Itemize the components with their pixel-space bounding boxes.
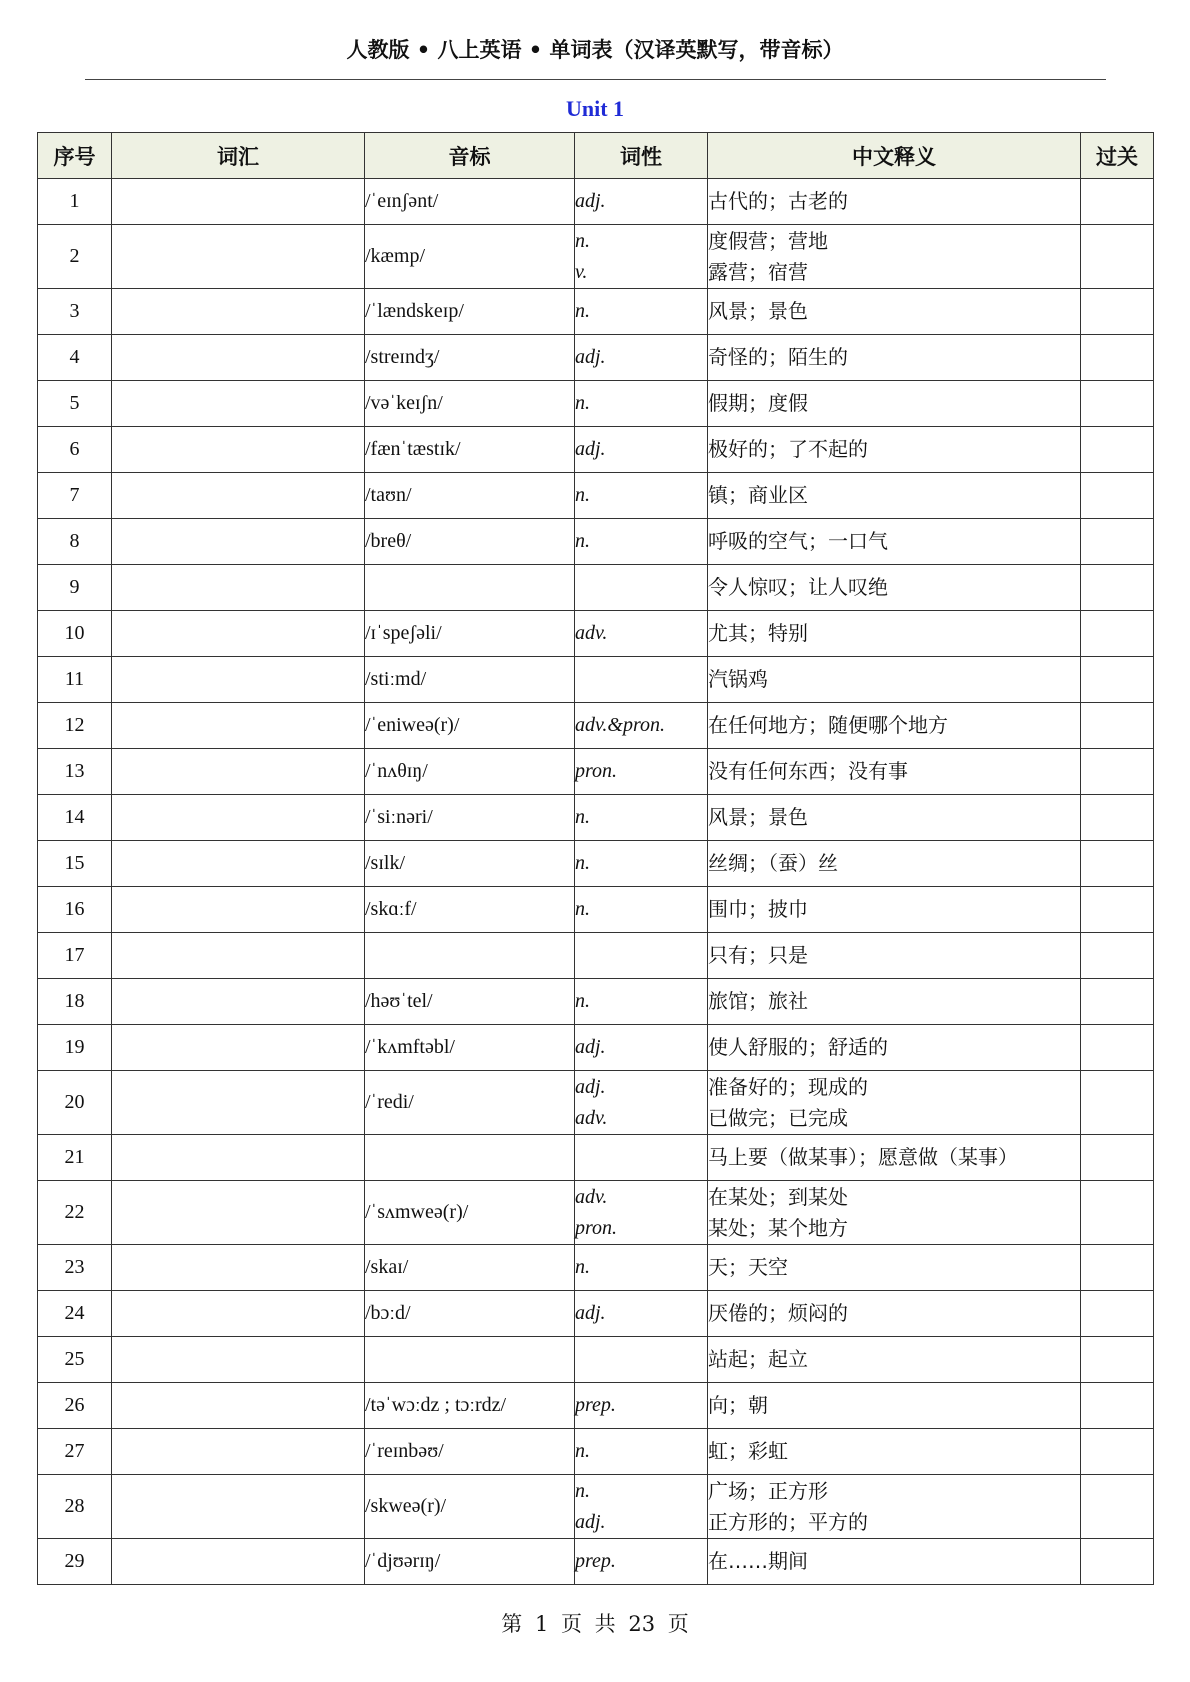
phonetic-cell: /ˈkʌmftəbl/	[365, 1025, 575, 1071]
meaning-line: 向；朝	[708, 1393, 768, 1417]
word-answer-cell[interactable]	[112, 1245, 365, 1291]
table-row	[38, 519, 1154, 565]
phonetic-cell: /ˈreɪnbəʊ/	[365, 1429, 575, 1475]
word-answer-cell[interactable]	[112, 1071, 365, 1135]
meaning-line: 已做完；已完成	[708, 1105, 848, 1130]
word-answer-cell[interactable]	[112, 841, 365, 887]
pass-check-cell[interactable]	[1081, 1337, 1154, 1383]
pass-check-cell[interactable]	[1081, 519, 1154, 565]
phonetic-cell: /skaɪ/	[365, 1245, 575, 1291]
meaning-cell	[708, 1025, 1081, 1071]
meaning-cell	[708, 179, 1081, 225]
pos-cell	[575, 289, 708, 335]
meaning-cell	[708, 933, 1081, 979]
pass-check-cell[interactable]	[1081, 657, 1154, 703]
word-answer-cell[interactable]	[112, 473, 365, 519]
table-row	[38, 1337, 1154, 1383]
meaning-cell	[708, 887, 1081, 933]
title-divider	[85, 79, 1106, 80]
word-answer-cell[interactable]	[112, 703, 365, 749]
row-number: 6	[38, 427, 112, 473]
pass-check-cell[interactable]	[1081, 1475, 1154, 1539]
word-answer-cell[interactable]	[112, 933, 365, 979]
phonetic-cell: /ˈlændskeɪp/	[365, 289, 575, 335]
meaning-line: 尤其；特别	[708, 621, 808, 645]
table-row	[38, 1475, 1154, 1539]
table-row	[38, 1025, 1154, 1071]
meaning-line: 广场；正方形	[708, 1478, 828, 1503]
row-number: 7	[38, 473, 112, 519]
pos-line: adj.	[575, 1075, 606, 1098]
pos-cell	[575, 1181, 708, 1245]
row-number: 1	[38, 179, 112, 225]
table-row	[38, 749, 1154, 795]
word-answer-cell[interactable]	[112, 749, 365, 795]
pos-line: v.	[575, 260, 588, 283]
phonetic-cell: /streɪndʒ/	[365, 335, 575, 381]
pos-cell	[575, 1475, 708, 1539]
word-answer-cell[interactable]	[112, 179, 365, 225]
pass-check-cell[interactable]	[1081, 841, 1154, 887]
phonetic-cell: /təˈwɔːdz ; tɔːrdz/	[365, 1383, 575, 1429]
unit-heading: Unit 1	[565, 96, 625, 121]
pos-cell	[575, 841, 708, 887]
row-number: 19	[38, 1025, 112, 1071]
meaning-cell	[708, 565, 1081, 611]
meaning-cell	[708, 979, 1081, 1025]
meaning-line: 天；天空	[708, 1255, 788, 1279]
row-number: 2	[38, 225, 112, 289]
phonetic-cell: /ˈeɪnʃənt/	[365, 179, 575, 225]
meaning-line: 奇怪的；陌生的	[708, 345, 848, 369]
phonetic-cell: /ɪˈspeʃəli/	[365, 611, 575, 657]
page-title: 人教版 • 八上英语 • 单词表（汉译英默写，带音标）	[346, 38, 844, 62]
meaning-line: 在某处；到某处	[708, 1184, 848, 1209]
meaning-cell	[708, 1181, 1081, 1245]
pos-cell	[575, 381, 708, 427]
row-number: 13	[38, 749, 112, 795]
table-row	[38, 473, 1154, 519]
pass-check-cell[interactable]	[1081, 1383, 1154, 1429]
pos-cell	[575, 1245, 708, 1291]
pos-cell	[575, 611, 708, 657]
meaning-line: 没有任何东西；没有事	[708, 759, 908, 783]
meaning-cell	[708, 1429, 1081, 1475]
row-number: 4	[38, 335, 112, 381]
phonetic-cell: /ˈnʌθɪŋ/	[365, 749, 575, 795]
pass-check-cell[interactable]	[1081, 933, 1154, 979]
pos-line: adv.	[575, 622, 608, 644]
row-number: 25	[38, 1337, 112, 1383]
pos-line: adj.	[575, 1302, 606, 1324]
pos-line: n.	[575, 392, 590, 414]
pos-cell	[575, 335, 708, 381]
meaning-line: 令人惊叹；让人叹绝	[708, 575, 888, 599]
pos-line: n.	[575, 1479, 590, 1502]
meaning-cell	[708, 1291, 1081, 1337]
pos-cell	[575, 1071, 708, 1135]
meaning-cell	[708, 611, 1081, 657]
row-number: 27	[38, 1429, 112, 1475]
pos-cell	[575, 1291, 708, 1337]
meaning-line: 度假营；营地	[708, 228, 828, 253]
meaning-cell	[708, 1539, 1081, 1585]
meaning-line: 露营；宿营	[708, 259, 808, 284]
pos-line: adj.	[575, 190, 606, 212]
pass-check-cell[interactable]	[1081, 611, 1154, 657]
pos-cell	[575, 1025, 708, 1071]
row-number: 10	[38, 611, 112, 657]
meaning-cell	[708, 289, 1081, 335]
word-answer-cell[interactable]	[112, 1337, 365, 1383]
phonetic-cell: /ˈeniweə(r)/	[365, 703, 575, 749]
pass-check-cell[interactable]	[1081, 979, 1154, 1025]
pass-check-cell[interactable]	[1081, 1429, 1154, 1475]
pos-cell	[575, 1383, 708, 1429]
pass-check-cell[interactable]	[1081, 1181, 1154, 1245]
pos-cell	[575, 473, 708, 519]
pos-cell	[575, 519, 708, 565]
meaning-cell	[708, 749, 1081, 795]
pos-cell	[575, 1337, 708, 1383]
pos-line: n.	[575, 898, 590, 920]
meaning-line: 围巾；披巾	[708, 897, 808, 921]
pos-line: adj.	[575, 346, 606, 368]
table-row	[38, 289, 1154, 335]
header-pos: 词性	[575, 133, 708, 179]
table-row	[38, 1383, 1154, 1429]
meaning-cell	[708, 1337, 1081, 1383]
vocabulary-table	[37, 132, 1154, 1585]
pass-check-cell[interactable]	[1081, 1025, 1154, 1071]
pos-cell	[575, 979, 708, 1025]
header-phonetic: 音标	[365, 133, 575, 179]
row-number: 18	[38, 979, 112, 1025]
meaning-line: 风景；景色	[708, 299, 808, 323]
table-row	[38, 179, 1154, 225]
pass-check-cell[interactable]	[1081, 473, 1154, 519]
meaning-line: 古代的；古老的	[708, 189, 848, 213]
meaning-cell	[708, 703, 1081, 749]
row-number: 16	[38, 887, 112, 933]
meaning-line: 只有；只是	[708, 943, 808, 967]
word-answer-cell[interactable]	[112, 289, 365, 335]
meaning-cell	[708, 1383, 1081, 1429]
row-number: 8	[38, 519, 112, 565]
meaning-line: 虹；彩虹	[708, 1439, 788, 1463]
pos-line: n.	[575, 1256, 590, 1278]
pass-check-cell[interactable]	[1081, 1071, 1154, 1135]
table-row	[38, 887, 1154, 933]
pos-line: adj.	[575, 1036, 606, 1058]
pos-cell	[575, 749, 708, 795]
phonetic-cell: /taʊn/	[365, 473, 575, 519]
pos-cell	[575, 1429, 708, 1475]
row-number: 26	[38, 1383, 112, 1429]
meaning-line: 准备好的；现成的	[708, 1074, 868, 1099]
table-body	[38, 179, 1154, 1585]
word-answer-cell[interactable]	[112, 887, 365, 933]
row-number: 20	[38, 1071, 112, 1135]
table-row	[38, 795, 1154, 841]
phonetic-cell: /skɑːf/	[365, 887, 575, 933]
meaning-cell	[708, 381, 1081, 427]
table-row	[38, 1539, 1154, 1585]
pos-line: n.	[575, 484, 590, 506]
table-row	[38, 841, 1154, 887]
phonetic-cell: /skweə(r)/	[365, 1475, 575, 1539]
pass-check-cell[interactable]	[1081, 1291, 1154, 1337]
meaning-cell	[708, 427, 1081, 473]
meaning-line: 镇；商业区	[708, 483, 808, 507]
table-row	[38, 1291, 1154, 1337]
row-number: 15	[38, 841, 112, 887]
pos-line: n.	[575, 229, 590, 252]
row-number: 21	[38, 1135, 112, 1181]
table-row	[38, 427, 1154, 473]
pos-line: adv.	[575, 1106, 608, 1129]
header-word: 词汇	[112, 133, 365, 179]
word-answer-cell[interactable]	[112, 519, 365, 565]
word-answer-cell[interactable]	[112, 979, 365, 1025]
word-answer-cell[interactable]	[112, 335, 365, 381]
table-row	[38, 335, 1154, 381]
meaning-line: 在……期间	[708, 1549, 808, 1573]
phonetic-cell	[365, 1337, 575, 1383]
phonetic-cell: /ˈsʌmweə(r)/	[365, 1181, 575, 1245]
pass-check-cell[interactable]	[1081, 289, 1154, 335]
pass-check-cell[interactable]	[1081, 887, 1154, 933]
word-answer-cell[interactable]	[112, 381, 365, 427]
phonetic-cell: /sɪlk/	[365, 841, 575, 887]
meaning-cell	[708, 1135, 1081, 1181]
table-row	[38, 657, 1154, 703]
pos-line: n.	[575, 300, 590, 322]
table-row	[38, 225, 1154, 289]
header-pass: 过关	[1081, 133, 1154, 179]
pass-check-cell[interactable]	[1081, 703, 1154, 749]
pass-check-cell[interactable]	[1081, 1539, 1154, 1585]
word-answer-cell[interactable]	[112, 1135, 365, 1181]
row-number: 11	[38, 657, 112, 703]
meaning-line: 汽锅鸡	[708, 667, 768, 691]
word-answer-cell[interactable]	[112, 1025, 365, 1071]
meaning-line: 正方形的；平方的	[708, 1509, 868, 1534]
pass-check-cell[interactable]	[1081, 565, 1154, 611]
table-row	[38, 1181, 1154, 1245]
header-meaning: 中文释义	[708, 133, 1081, 179]
row-number: 12	[38, 703, 112, 749]
meaning-cell	[708, 657, 1081, 703]
meaning-line: 在任何地方；随便哪个地方	[708, 713, 948, 737]
phonetic-cell: /fænˈtæstɪk/	[365, 427, 575, 473]
meaning-cell	[708, 1475, 1081, 1539]
table-row	[38, 703, 1154, 749]
phonetic-cell: /vəˈkeɪʃn/	[365, 381, 575, 427]
table-header-row	[38, 133, 1154, 179]
meaning-line: 呼吸的空气；一口气	[708, 529, 888, 553]
row-number: 9	[38, 565, 112, 611]
row-number: 28	[38, 1475, 112, 1539]
pos-line: n.	[575, 806, 590, 828]
word-answer-cell[interactable]	[112, 1475, 365, 1539]
row-number: 22	[38, 1181, 112, 1245]
pass-check-cell[interactable]	[1081, 381, 1154, 427]
meaning-cell	[708, 795, 1081, 841]
pos-line: pron.	[575, 760, 618, 782]
pass-check-cell[interactable]	[1081, 225, 1154, 289]
phonetic-cell: /stiːmd/	[365, 657, 575, 703]
phonetic-cell: /həʊˈtel/	[365, 979, 575, 1025]
pass-check-cell[interactable]	[1081, 179, 1154, 225]
pos-line: adj.	[575, 1510, 606, 1533]
phonetic-cell: /ˈdjʊərɪŋ/	[365, 1539, 575, 1585]
word-answer-cell[interactable]	[112, 795, 365, 841]
header-num: 序号	[38, 133, 112, 179]
phonetic-cell	[365, 933, 575, 979]
pos-line: adv.	[575, 1185, 608, 1208]
table-row	[38, 1429, 1154, 1475]
meaning-cell	[708, 1245, 1081, 1291]
pos-line: prep.	[575, 1550, 616, 1572]
word-answer-cell[interactable]	[112, 611, 365, 657]
meaning-line: 极好的；了不起的	[708, 437, 868, 461]
pos-line: n.	[575, 1440, 590, 1462]
pass-check-cell[interactable]	[1081, 427, 1154, 473]
meaning-line: 假期；度假	[708, 391, 808, 415]
phonetic-cell: /ˈsiːnəri/	[365, 795, 575, 841]
meaning-cell	[708, 841, 1081, 887]
pos-line: n.	[575, 530, 590, 552]
pass-check-cell[interactable]	[1081, 795, 1154, 841]
meaning-line: 使人舒服的；舒适的	[708, 1035, 888, 1059]
pos-line: adv.&pron.	[575, 714, 665, 736]
pass-check-cell[interactable]	[1081, 335, 1154, 381]
meaning-line: 旅馆；旅社	[708, 989, 808, 1013]
row-number: 29	[38, 1539, 112, 1585]
table-row	[38, 979, 1154, 1025]
phonetic-cell: /kæmp/	[365, 225, 575, 289]
meaning-line: 马上要（做某事）；愿意做（某事）	[708, 1145, 1018, 1169]
row-number: 23	[38, 1245, 112, 1291]
pos-cell	[575, 565, 708, 611]
pos-cell	[575, 225, 708, 289]
table-row	[38, 1135, 1154, 1181]
word-answer-cell[interactable]	[112, 1539, 365, 1585]
row-number: 5	[38, 381, 112, 427]
meaning-line: 某处；某个地方	[708, 1215, 848, 1240]
meaning-line: 丝绸；（蚕）丝	[708, 851, 838, 875]
table-row	[38, 565, 1154, 611]
pass-check-cell[interactable]	[1081, 749, 1154, 795]
meaning-cell	[708, 335, 1081, 381]
row-number: 14	[38, 795, 112, 841]
phonetic-cell	[365, 1135, 575, 1181]
word-answer-cell[interactable]	[112, 427, 365, 473]
phonetic-cell	[365, 565, 575, 611]
row-number: 24	[38, 1291, 112, 1337]
page-footer: 第 1 页 共 23 页	[501, 1612, 689, 1636]
pos-cell	[575, 933, 708, 979]
table-row	[38, 1071, 1154, 1135]
word-answer-cell[interactable]	[112, 1429, 365, 1475]
meaning-line: 厌倦的；烦闷的	[708, 1301, 848, 1325]
pos-cell	[575, 887, 708, 933]
pos-cell	[575, 703, 708, 749]
meaning-cell	[708, 473, 1081, 519]
pass-check-cell[interactable]	[1081, 1245, 1154, 1291]
pos-cell	[575, 179, 708, 225]
pos-line: pron.	[575, 1216, 618, 1239]
pos-line: n.	[575, 852, 590, 874]
pass-check-cell[interactable]	[1081, 1135, 1154, 1181]
table-row	[38, 1245, 1154, 1291]
meaning-cell	[708, 225, 1081, 289]
meaning-line: 站起；起立	[708, 1347, 808, 1371]
phonetic-cell: /bɔːd/	[365, 1291, 575, 1337]
word-answer-cell[interactable]	[112, 225, 365, 289]
meaning-cell	[708, 519, 1081, 565]
pos-cell	[575, 427, 708, 473]
table-row	[38, 381, 1154, 427]
table-row	[38, 611, 1154, 657]
table-row	[38, 933, 1154, 979]
pos-cell	[575, 657, 708, 703]
pos-cell	[575, 1539, 708, 1585]
word-answer-cell[interactable]	[112, 1291, 365, 1337]
phonetic-cell: /ˈredi/	[365, 1071, 575, 1135]
phonetic-cell: /breθ/	[365, 519, 575, 565]
meaning-line: 风景；景色	[708, 805, 808, 829]
meaning-cell	[708, 1071, 1081, 1135]
pos-line: n.	[575, 990, 590, 1012]
row-number: 17	[38, 933, 112, 979]
pos-line: adj.	[575, 438, 606, 460]
pos-cell	[575, 1135, 708, 1181]
word-answer-cell[interactable]	[112, 657, 365, 703]
word-answer-cell[interactable]	[112, 1181, 365, 1245]
word-answer-cell[interactable]	[112, 565, 365, 611]
word-answer-cell[interactable]	[112, 1383, 365, 1429]
row-number: 3	[38, 289, 112, 335]
pos-cell	[575, 795, 708, 841]
pos-line: prep.	[575, 1394, 616, 1416]
